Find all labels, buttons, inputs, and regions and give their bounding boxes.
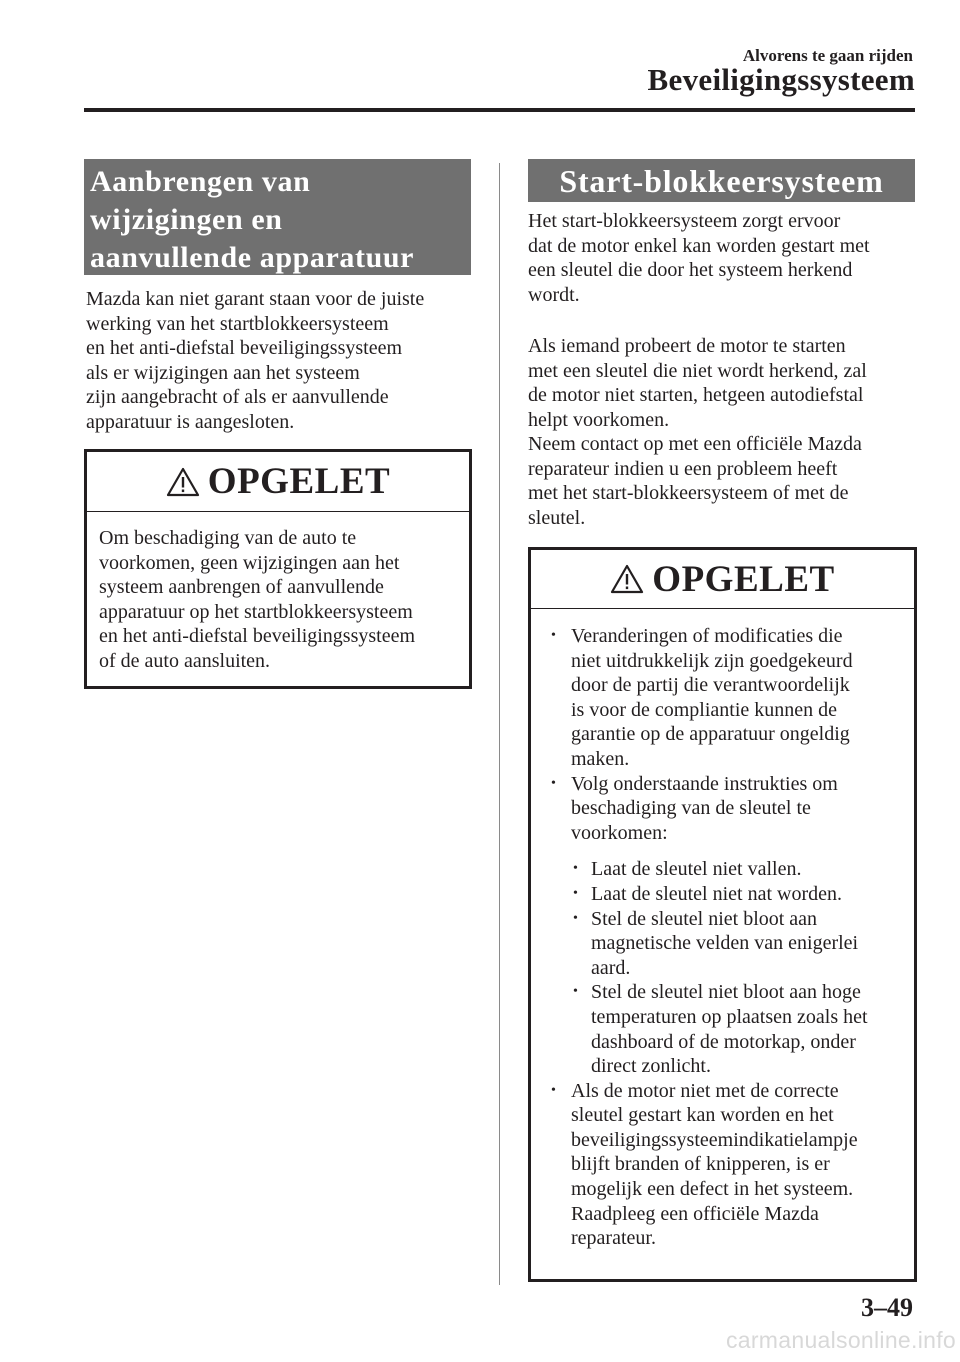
section-heading-modifications: Aanbrengen van wijzigingen en aanvullende apparatuur	[84, 159, 471, 275]
list-item: • Veranderingen of modificaties die niet uitdrukkelijk zijn goedgekeurd door de partij die verantwoordelijk is voor de compliantie kunnen de garantie op de apparatuur ongeldig maken.	[545, 624, 904, 772]
warning-triangle-icon	[610, 564, 644, 594]
caution-box-modifications	[84, 449, 472, 689]
page-number: 3–49	[861, 1293, 913, 1322]
caution-text	[531, 609, 914, 1251]
caution-label: OPGELET	[652, 558, 835, 600]
section-heading-immobilizer: Start-blokkeersysteem	[528, 159, 915, 202]
watermark: carmanualsonline.info	[725, 1327, 956, 1353]
list-item: • Volg onderstaande instrukties om beschadiging van de sleutel te voorkomen: • Laat de sleutel niet vallen. • Laat de sleutel niet nat worden. • Stel de sleutel niet bloot aan magnetische velden van enigerlei aard. • Stel de sleutel niet bloot aan hoge temperaturen op plaatsen zoals het dashboard of de motorkap, onder direct zonlicht.	[545, 772, 904, 1079]
caution-label: OPGELET	[207, 461, 391, 502]
header-rule	[84, 108, 915, 112]
warning-triangle-icon	[166, 467, 200, 497]
column-divider	[499, 163, 500, 1285]
immobilizer-paragraph-1: Het start-blokkeersysteem zorgt ervoor dat de motor enkel kan worden gestart met een sleutel die door het systeem herkend wordt.	[528, 210, 870, 306]
sub-list-item: • Stel de sleutel niet bloot aan hoge temperaturen op plaatsen zoals het dashboard of de motorkap, onder direct zonlicht.	[571, 980, 904, 1078]
immobilizer-paragraph-2: Als iemand probeert de motor te starten met een sleutel die niet wordt herkend, zal de motor niet starten, hetgeen autodiefstal helpt voorkomen. Neem contact op met een officiële Mazda reparateur indien u een probleem heeft met het start-blokkeersysteem of met de sleutel.	[528, 335, 867, 529]
modifications-paragraph: Mazda kan niet garant staan voor de juiste werking van het startblokkeersysteem en het anti-diefstal beveiligingssysteem als er wijzigingen aan het systeem zijn aangebracht of als er aanvullende apparatuur is aangesloten.	[86, 288, 425, 433]
page-header-chapter: Alvorens te gaan rijden	[742, 46, 913, 65]
caution-box-header	[87, 452, 469, 512]
caution-box-header	[531, 550, 914, 609]
page-header-title: Beveiligingssysteem	[647, 62, 915, 97]
sub-list-item: • Stel de sleutel niet bloot aan magnetische velden van enigerlei aard.	[571, 907, 904, 981]
list-item: • Als de motor niet met de correcte sleutel gestart kan worden en het beveiligingssysteemindikatielampje blijft branden of knipperen, is er mogelijk een defect in het systeem. Raadpleeg een officiële Mazda reparateur.	[545, 1079, 904, 1251]
caution-text: Om beschadiging van de auto te voorkomen, geen wijzigingen aan het systeem aanbrengen of aanvullende apparatuur op het startblokkeersysteem en het anti-diefstal beveiligingssysteem of de auto aansluiten.	[99, 527, 416, 672]
sub-list-item: • Laat de sleutel niet nat worden.	[571, 882, 904, 907]
sub-list-item: • Laat de sleutel niet vallen.	[571, 857, 904, 882]
caution-box-immobilizer	[528, 547, 917, 1282]
